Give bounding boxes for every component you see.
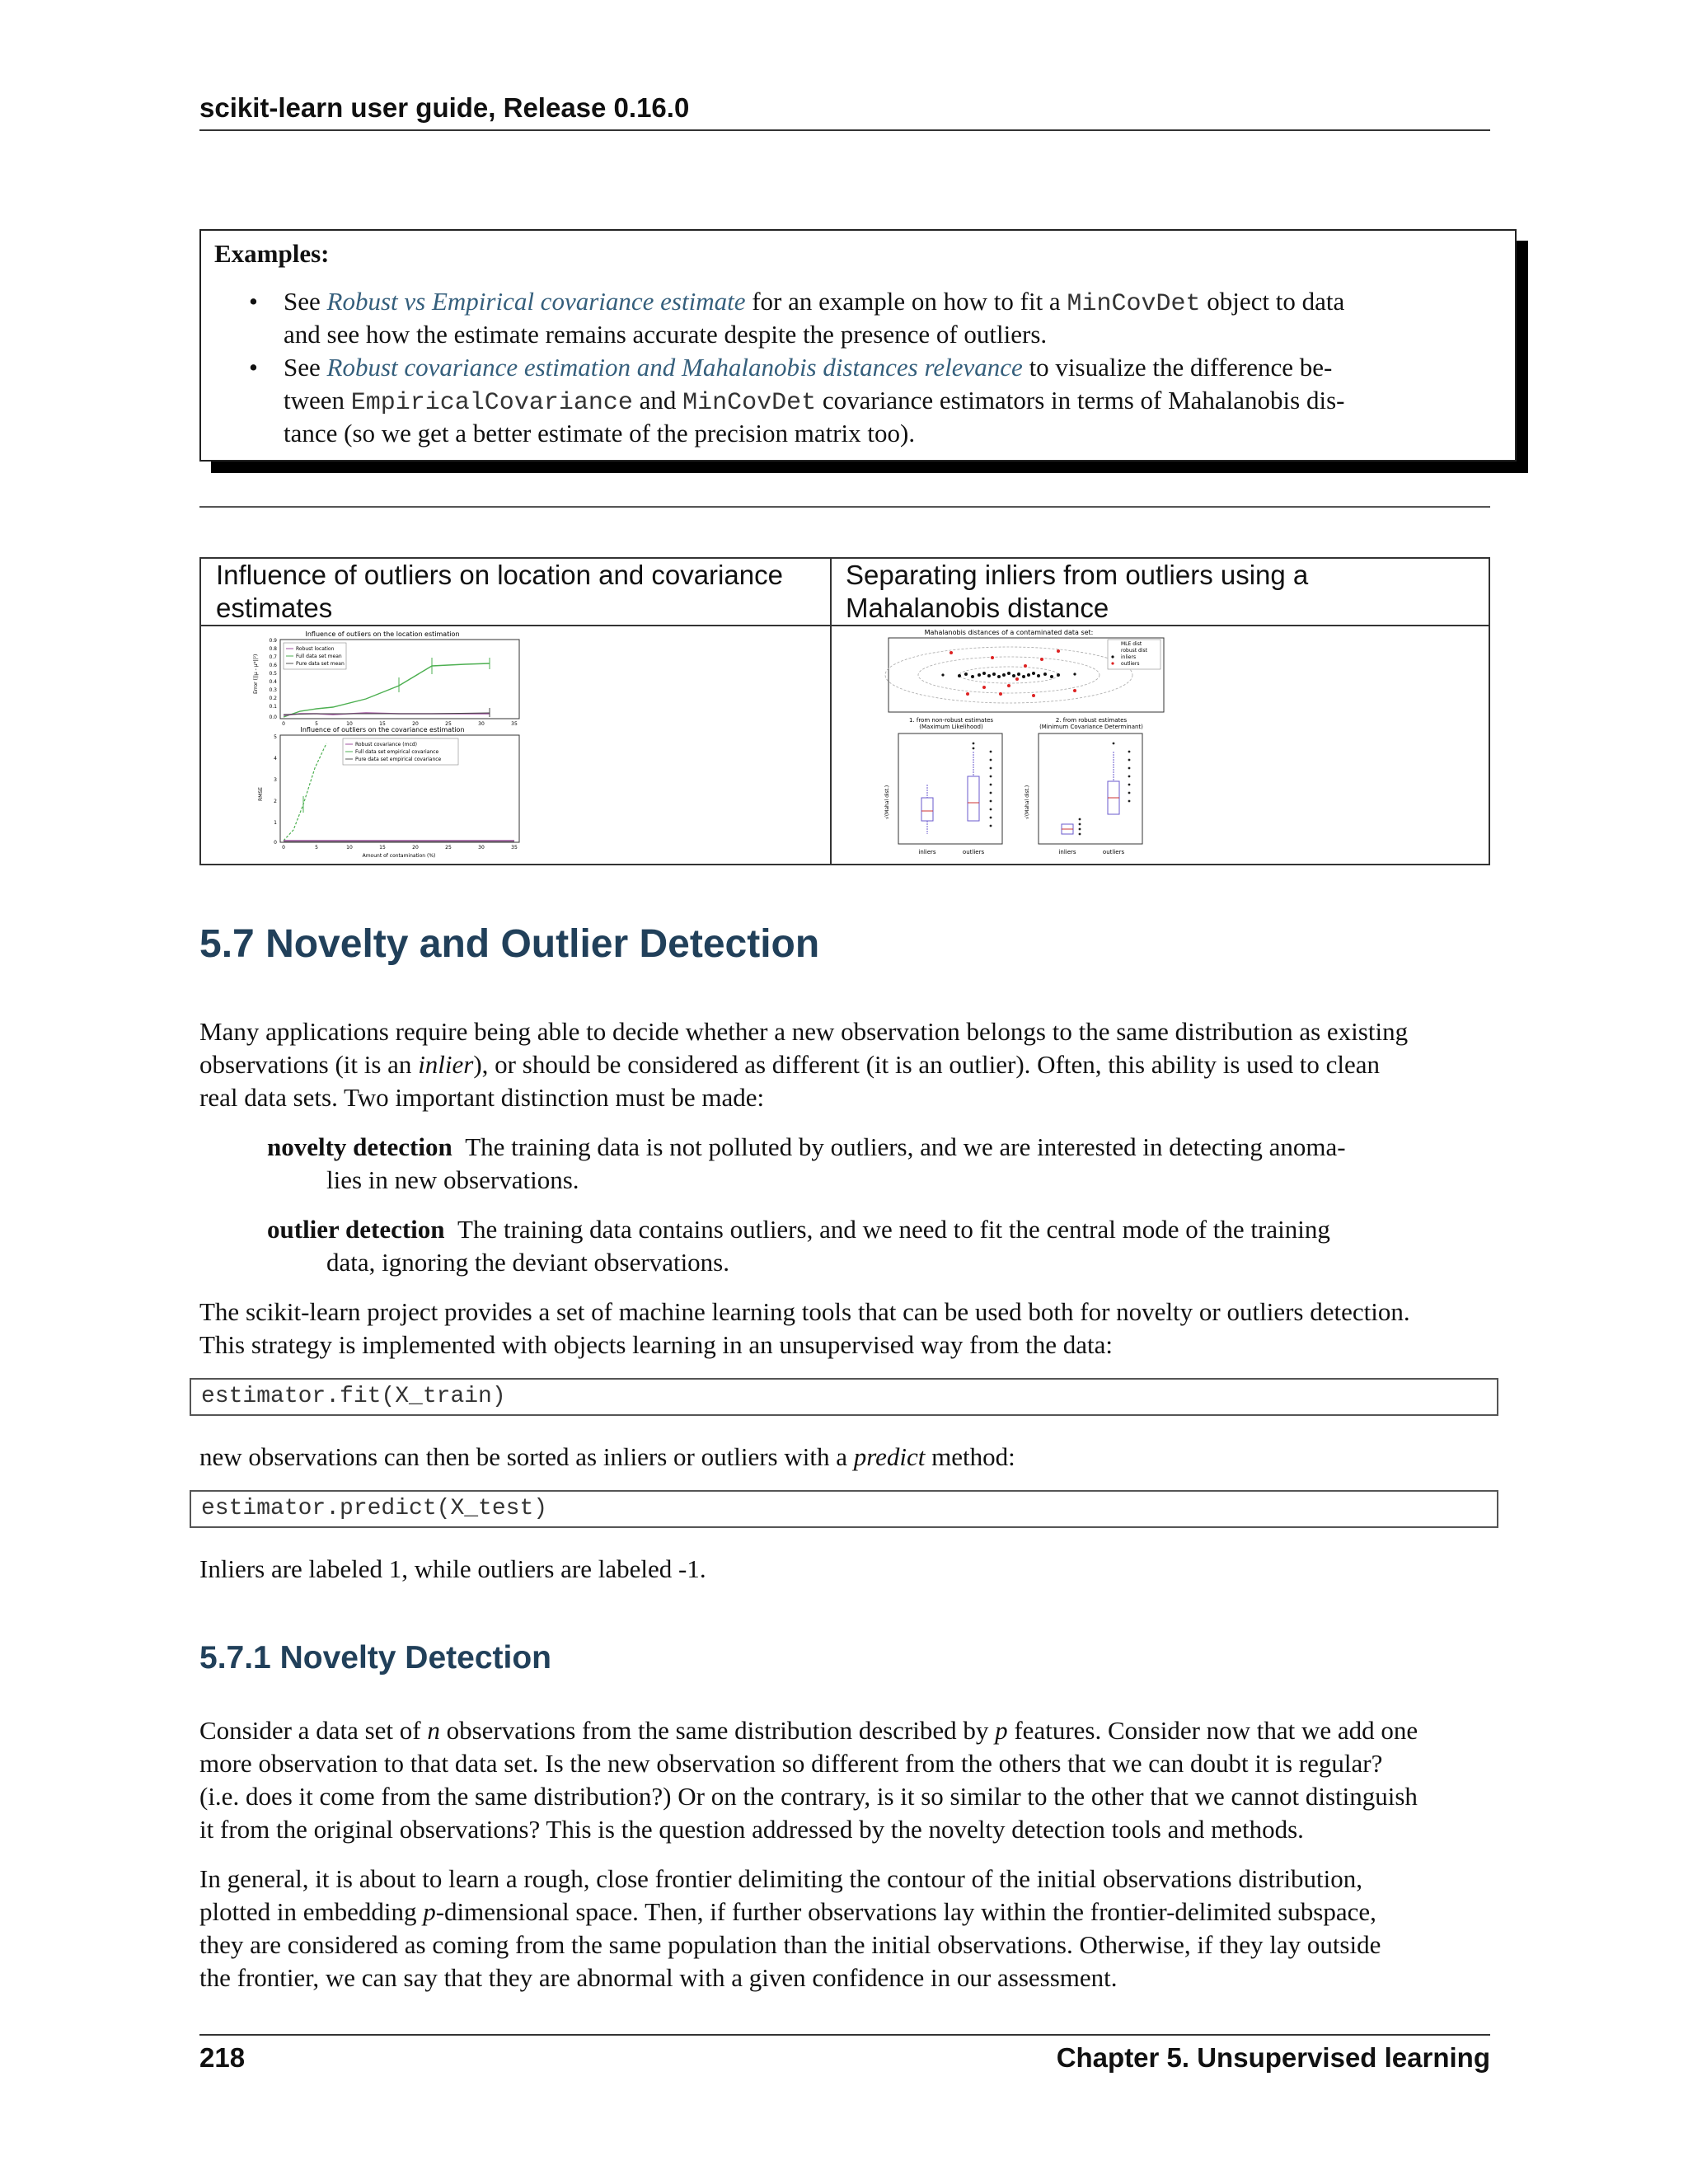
legend-robust-location: Robust location: [296, 646, 335, 652]
bottom-plot-yticks: [274, 734, 277, 846]
bottom-plot-xticks: [282, 845, 518, 851]
legend-pure-mean: Pure data set mean: [296, 661, 345, 667]
robust-xlabel-outliers: outliers: [1102, 849, 1125, 855]
nonrobust-fliers: [973, 743, 992, 827]
bottom-plot-xlabel: Amount of contamination (%): [362, 853, 436, 859]
footer-rule: [199, 2034, 1490, 2036]
nonrobust-xlabel-inliers: inliers: [918, 849, 936, 855]
svg-text:0.4: 0.4: [269, 679, 277, 685]
svg-text:0: 0: [274, 840, 277, 846]
table-column-divider: [830, 559, 832, 865]
bottom-plot-title: Influence of outliers on the covariance estimation: [300, 726, 465, 733]
svg-text:30: 30: [478, 721, 485, 727]
section-divider: [199, 506, 1490, 508]
term-outlier-detection: outlier detection: [267, 1215, 445, 1244]
top-plot-title: Influence of outliers on the location estimation: [305, 630, 460, 638]
svg-text:2: 2: [274, 799, 277, 804]
svg-text:5: 5: [315, 845, 318, 851]
example-item-1-line-1: See Robust vs Empirical covariance estimate for an example on how to fit a MinCovDet object to data: [284, 287, 1345, 318]
svg-text:20: 20: [412, 845, 419, 851]
svg-text:10: 10: [346, 721, 353, 727]
left-figure-title: Influence of outliers on location and covariance estimates: [216, 560, 783, 623]
robust-title-l2: (Minimum Covariance Determinant): [1039, 724, 1143, 730]
bullet-2: •: [249, 353, 258, 382]
robust-boxplot-frame: [1039, 733, 1142, 844]
legend-swatch-outliers: [1111, 662, 1114, 664]
nonrobust-title-l2: (Maximum Likelihood): [919, 724, 983, 730]
example-item-2-line-3: tance (so we get a better estimate of the precision matrix too).: [284, 419, 916, 448]
svg-text:0.0: 0.0: [269, 715, 277, 720]
bullet-1: •: [249, 287, 258, 316]
svg-text:0.3: 0.3: [269, 687, 277, 693]
definition-novelty: novelty detection The training data is not polluted by outliers, and we are interested in detecting anoma- lies in new observations.: [267, 1132, 1346, 1194]
left-figure-plot: [234, 628, 696, 860]
svg-text:0.1: 0.1: [269, 704, 277, 710]
bottom-plot-ylabel: RMSE: [258, 787, 264, 801]
nonrobust-boxplot-frame: [898, 733, 1002, 844]
series-full-cov: [284, 743, 326, 841]
svg-text:1: 1: [274, 820, 277, 826]
link-robust-covariance-mahalanobis[interactable]: Robust covariance estimation and Mahalanobis distances relevance: [326, 353, 1023, 382]
right-figure-plot: [860, 628, 1454, 860]
robust-fliers: [1079, 743, 1131, 836]
legend-robust-cov: Robust covariance (mcd): [355, 742, 417, 748]
legend-swatch-inliers: [1111, 655, 1114, 658]
examples-heading: Examples:: [214, 239, 330, 268]
top-plot-ylabel: Error (||μ - μ*||²): [253, 654, 259, 694]
examples-box: [199, 229, 1517, 462]
robust-ylabel: √(Mahal dist.): [1025, 785, 1030, 819]
figure-table: [199, 557, 1490, 865]
tools-paragraph: The scikit-learn project provides a set of machine learning tools that can be used both for novelty or outliers detection. This strategy is implemented with objects learning in an unsupervised way from the data:: [199, 1297, 1410, 1359]
legend-robust-dist: robust dist: [1121, 648, 1147, 654]
svg-text:0.6: 0.6: [269, 663, 277, 668]
svg-text:15: 15: [379, 845, 386, 851]
svg-text:35: 35: [511, 721, 518, 727]
nonrobust-title-l1: 1. from non-robust estimates: [908, 717, 994, 724]
svg-text:5: 5: [315, 721, 318, 727]
svg-text:15: 15: [379, 721, 386, 727]
term-novelty-detection: novelty detection: [267, 1132, 452, 1161]
robust-boxes: [1062, 752, 1119, 834]
svg-text:35: 35: [511, 845, 518, 851]
code-block-fit[interactable]: estimator.fit(X_train): [190, 1378, 1498, 1416]
page-number: 218: [199, 2042, 246, 2073]
legend-full-cov: Full data set empirical covariance: [355, 749, 439, 755]
link-robust-vs-empirical[interactable]: Robust vs Empirical covariance estimate: [326, 287, 746, 316]
top-plot-yticks: [269, 638, 277, 720]
inlier-points: [941, 672, 1076, 678]
chapter-label: Chapter 5. Unsupervised learning: [1056, 2042, 1490, 2073]
svg-text:4: 4: [274, 756, 277, 762]
svg-text:0.2: 0.2: [269, 696, 277, 701]
nonrobust-boxes: [921, 752, 979, 834]
intro-paragraph: Many applications require being able to decide whether a new observation belongs to the same distribution as existing observations (it is an inlier), or should be considered as different (it is an outlier). Often, this ability is used to clean real data sets. Two important distinction must be made:: [199, 1017, 1409, 1112]
svg-text:25: 25: [445, 721, 452, 727]
mahalanobis-plot-title: Mahalanobis distances of a contaminated data set:: [924, 629, 1094, 636]
svg-text:0.5: 0.5: [269, 671, 277, 677]
novelty-paragraph-1: Consider a data set of n observations from the same distribution described by p features. Consider now that we add one more observation to that data set. Is the new observation so different from the others that we can doubt it is regular? (i.e. does it come from the same distribution?) Or on the contrary, is it so similar to the other that we cannot distinguish it from the original observations? This is the question addressed by the novelty detection tools and methods.: [199, 1716, 1418, 1844]
svg-text:0: 0: [282, 845, 285, 851]
subsection-title: 5.7.1 Novelty Detection: [199, 1640, 551, 1675]
definition-outlier: outlier detection The training data contains outliers, and we need to fit the central mode of the training data, ignoring the deviant observations.: [267, 1215, 1330, 1277]
legend-outliers: outliers: [1121, 661, 1140, 667]
svg-text:3: 3: [274, 777, 277, 783]
legend-full-mean: Full data set mean: [296, 654, 342, 659]
series-full-mean: [284, 663, 490, 717]
code-block-predict[interactable]: estimator.predict(X_test): [190, 1490, 1498, 1528]
svg-text:30: 30: [478, 845, 485, 851]
labels-paragraph: Inliers are labeled 1, while outliers are labeled -1.: [199, 1554, 706, 1583]
table-header-divider: [201, 625, 1490, 626]
novelty-paragraph-2: In general, it is about to learn a rough, close frontier delimiting the contour of the initial observations distribution, plotted in embedding p-dimensional space. Then, if further observations lay within the frontier-delimited subspace, they are considered as coming from the same population than the initial observations. Otherwise, if they lay outside the frontier, we can say that they are abnormal with a given confidence in our assessment.: [199, 1864, 1381, 1992]
legend-inliers: inliers: [1121, 654, 1137, 660]
right-figure-title: Separating inliers from outliers using a Mahalanobis distance: [846, 560, 1309, 623]
example-item-2-line-1: See Robust covariance estimation and Mahalanobis distances relevance to visualize the difference be-: [284, 353, 1333, 382]
error-bars-full: [399, 658, 490, 692]
section-title: 5.7 Novelty and Outlier Detection: [199, 922, 820, 966]
svg-text:20: 20: [412, 721, 419, 727]
nonrobust-xlabel-outliers: outliers: [962, 849, 985, 855]
svg-text:5: 5: [274, 734, 277, 740]
robust-xlabel-inliers: inliers: [1058, 849, 1076, 855]
svg-text:0.7: 0.7: [269, 654, 277, 660]
nonrobust-ylabel: √(Mahal dist.): [884, 785, 890, 819]
example-item-1-line-2: and see how the estimate remains accurate despite the presence of outliers.: [284, 320, 1048, 349]
svg-text:0.8: 0.8: [269, 646, 277, 652]
svg-text:10: 10: [346, 845, 353, 851]
legend-mle-dist: MLE dist: [1121, 641, 1142, 647]
predict-paragraph: new observations can then be sorted as inliers or outliers with a predict method:: [199, 1442, 1015, 1471]
example-item-2-line-2: tween EmpiricalCovariance and MinCovDet covariance estimators in terms of Mahalanobis dis-: [284, 386, 1345, 417]
svg-text:0: 0: [282, 721, 285, 727]
legend-pure-cov: Pure data set empirical covariance: [355, 757, 442, 762]
svg-text:0.9: 0.9: [269, 638, 277, 644]
robust-title-l1: 2. from robust estimates: [1055, 717, 1128, 724]
running-header: scikit-learn user guide, Release 0.16.0: [199, 92, 690, 123]
svg-text:25: 25: [445, 845, 452, 851]
header-rule: [199, 129, 1490, 131]
